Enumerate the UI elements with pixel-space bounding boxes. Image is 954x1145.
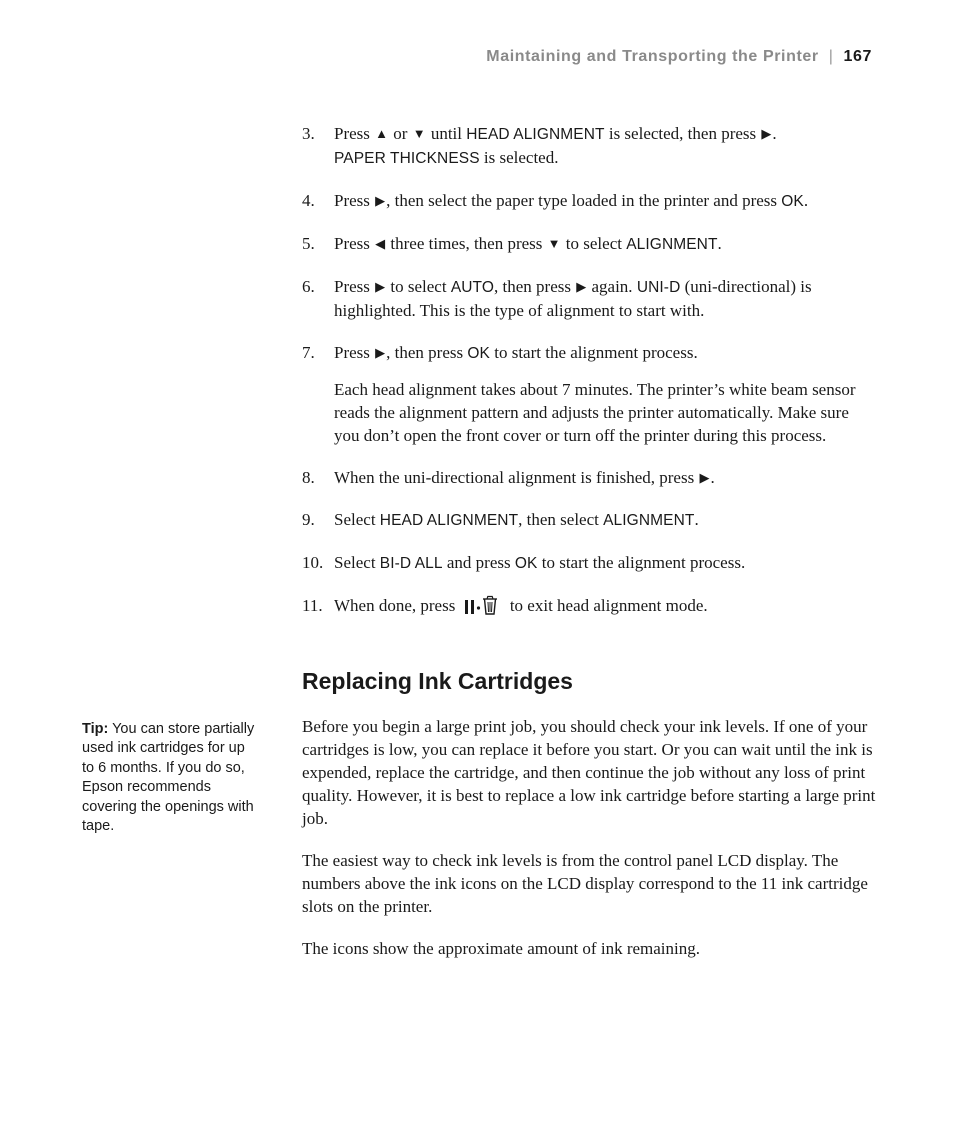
- menu-label-head-alignment: HEAD ALIGNMENT: [379, 512, 519, 529]
- right-arrow-icon: ▶: [576, 279, 587, 294]
- text-run: to start the alignment process.: [541, 553, 746, 572]
- step-number: 6.: [302, 277, 315, 296]
- step-text: [334, 275, 874, 322]
- menu-label-bi-d-all: BI-D ALL: [379, 555, 443, 572]
- step-number: 5.: [302, 234, 315, 253]
- step-number: 3.: [302, 124, 315, 143]
- step-text: [334, 341, 874, 365]
- step-5: [302, 232, 874, 256]
- section-body: [302, 715, 877, 979]
- step-text: [334, 232, 874, 256]
- button-label-ok: OK: [514, 555, 538, 572]
- body-paragraph: The icons show the approximate amount of ink remaining.: [302, 939, 700, 958]
- step-number: 4.: [302, 191, 315, 210]
- step-3: [302, 122, 874, 170]
- step-number: 9.: [302, 510, 315, 529]
- text-run: Press: [334, 277, 370, 296]
- text-run: .: [717, 234, 722, 253]
- text-run: Press: [334, 124, 370, 143]
- header-section-title: Maintaining and Transporting the Printer: [486, 48, 819, 65]
- text-run: , then press: [494, 277, 571, 296]
- text-run: until: [430, 124, 462, 143]
- text-run: When done, press: [334, 596, 456, 615]
- text-run: is selected.: [483, 148, 559, 167]
- menu-label-paper-thickness: PAPER THICKNESS: [334, 150, 480, 167]
- text-run: Press: [334, 191, 370, 210]
- step-text: [334, 189, 874, 213]
- menu-label-uni-d: UNI-D: [636, 279, 681, 296]
- right-arrow-icon: ▶: [761, 126, 772, 141]
- text-run: .: [803, 191, 809, 210]
- text-run: to select: [390, 277, 447, 296]
- text-run: Select: [334, 553, 376, 572]
- alignment-steps-list: [302, 122, 874, 641]
- text-run: to exit head alignment mode.: [509, 596, 708, 615]
- button-label-ok: OK: [781, 193, 804, 210]
- running-header: [486, 48, 872, 66]
- text-run: Select: [334, 510, 376, 529]
- right-arrow-icon: ▶: [375, 345, 386, 360]
- text-run: to select: [565, 234, 622, 253]
- tip-sidebar: [82, 720, 257, 836]
- step-8: [302, 466, 874, 489]
- step-number: 10.: [302, 553, 324, 572]
- section-heading: Replacing Ink Cartridges: [302, 668, 573, 694]
- step-7: [302, 341, 874, 447]
- text-run: again.: [591, 277, 633, 296]
- tip-label: Tip:: [82, 721, 109, 737]
- step-number: 11.: [302, 596, 323, 615]
- up-arrow-icon: ▲: [375, 126, 389, 141]
- pause-cancel-icon: [464, 594, 500, 622]
- page-number: 167: [843, 48, 872, 65]
- step-number: 8.: [302, 468, 315, 487]
- text-run: , then select: [518, 510, 599, 529]
- text-run: and press: [446, 553, 511, 572]
- text-run: When the uni-directional alignment is finished, press: [334, 468, 695, 487]
- body-paragraph: Before you begin a large print job, you should check your ink levels. If one of your cartridges is low, you can replace it before you start. Or you can wait until the ink is expended, replace the cartridge, and then continue the job without any loss of print quality. However, it is best to replace a low ink cartridge before starting a large print job.: [302, 717, 876, 828]
- text-run: , then select the paper type loaded in the printer and press: [386, 191, 778, 210]
- menu-label-alignment: ALIGNMENT: [626, 236, 718, 253]
- step-text: [334, 594, 874, 622]
- text-run: .: [710, 468, 715, 487]
- menu-label-auto: AUTO: [450, 279, 495, 296]
- step-number: 7.: [302, 343, 315, 362]
- text-run: or: [393, 124, 408, 143]
- step-4: [302, 189, 874, 213]
- step-6: [302, 275, 874, 322]
- text-run: to start the alignment process.: [494, 343, 698, 362]
- text-run: , then press: [386, 343, 464, 362]
- text-run: .: [772, 124, 777, 143]
- step-note: Each head alignment takes about 7 minutes. The printer’s white beam sensor reads the alignment pattern and adjusts the printer automatically. Make sure you don’t open the front cover or turn off the printer during this process.: [334, 380, 856, 445]
- header-separator: |: [828, 48, 834, 65]
- text-run: Press: [334, 234, 370, 253]
- step-text: [334, 122, 874, 170]
- step-9: [302, 508, 874, 532]
- right-arrow-icon: ▶: [375, 193, 386, 208]
- text-run: (uni-directional) is highlighted. This is the type of alignment to start with.: [334, 277, 812, 320]
- step-text: [334, 466, 874, 489]
- tip-text: You can store partially used ink cartridges for up to 6 months. If you do so, Epson recommends covering the openings with tape.: [82, 721, 255, 835]
- menu-label-alignment: ALIGNMENT: [603, 512, 695, 529]
- down-arrow-icon: ▼: [412, 126, 426, 141]
- step-11: [302, 594, 874, 622]
- body-paragraph: The easiest way to check ink levels is from the control panel LCD display. The numbers above the ink icons on the LCD display correspond to the 11 ink cartridge slots on the printer.: [302, 851, 868, 916]
- step-text: [334, 508, 874, 532]
- step-10: [302, 551, 874, 575]
- step-text: [334, 551, 874, 575]
- right-arrow-icon: ▶: [699, 470, 710, 485]
- text-run: .: [694, 510, 699, 529]
- menu-label-head-alignment: HEAD ALIGNMENT: [466, 126, 605, 143]
- button-label-ok: OK: [467, 345, 490, 362]
- text-run: is selected, then press: [608, 124, 757, 143]
- left-arrow-icon: ◀: [375, 236, 386, 251]
- right-arrow-icon: ▶: [375, 279, 386, 294]
- down-arrow-icon: ▼: [547, 236, 561, 251]
- text-run: Press: [334, 343, 370, 362]
- text-run: three times, then press: [390, 234, 543, 253]
